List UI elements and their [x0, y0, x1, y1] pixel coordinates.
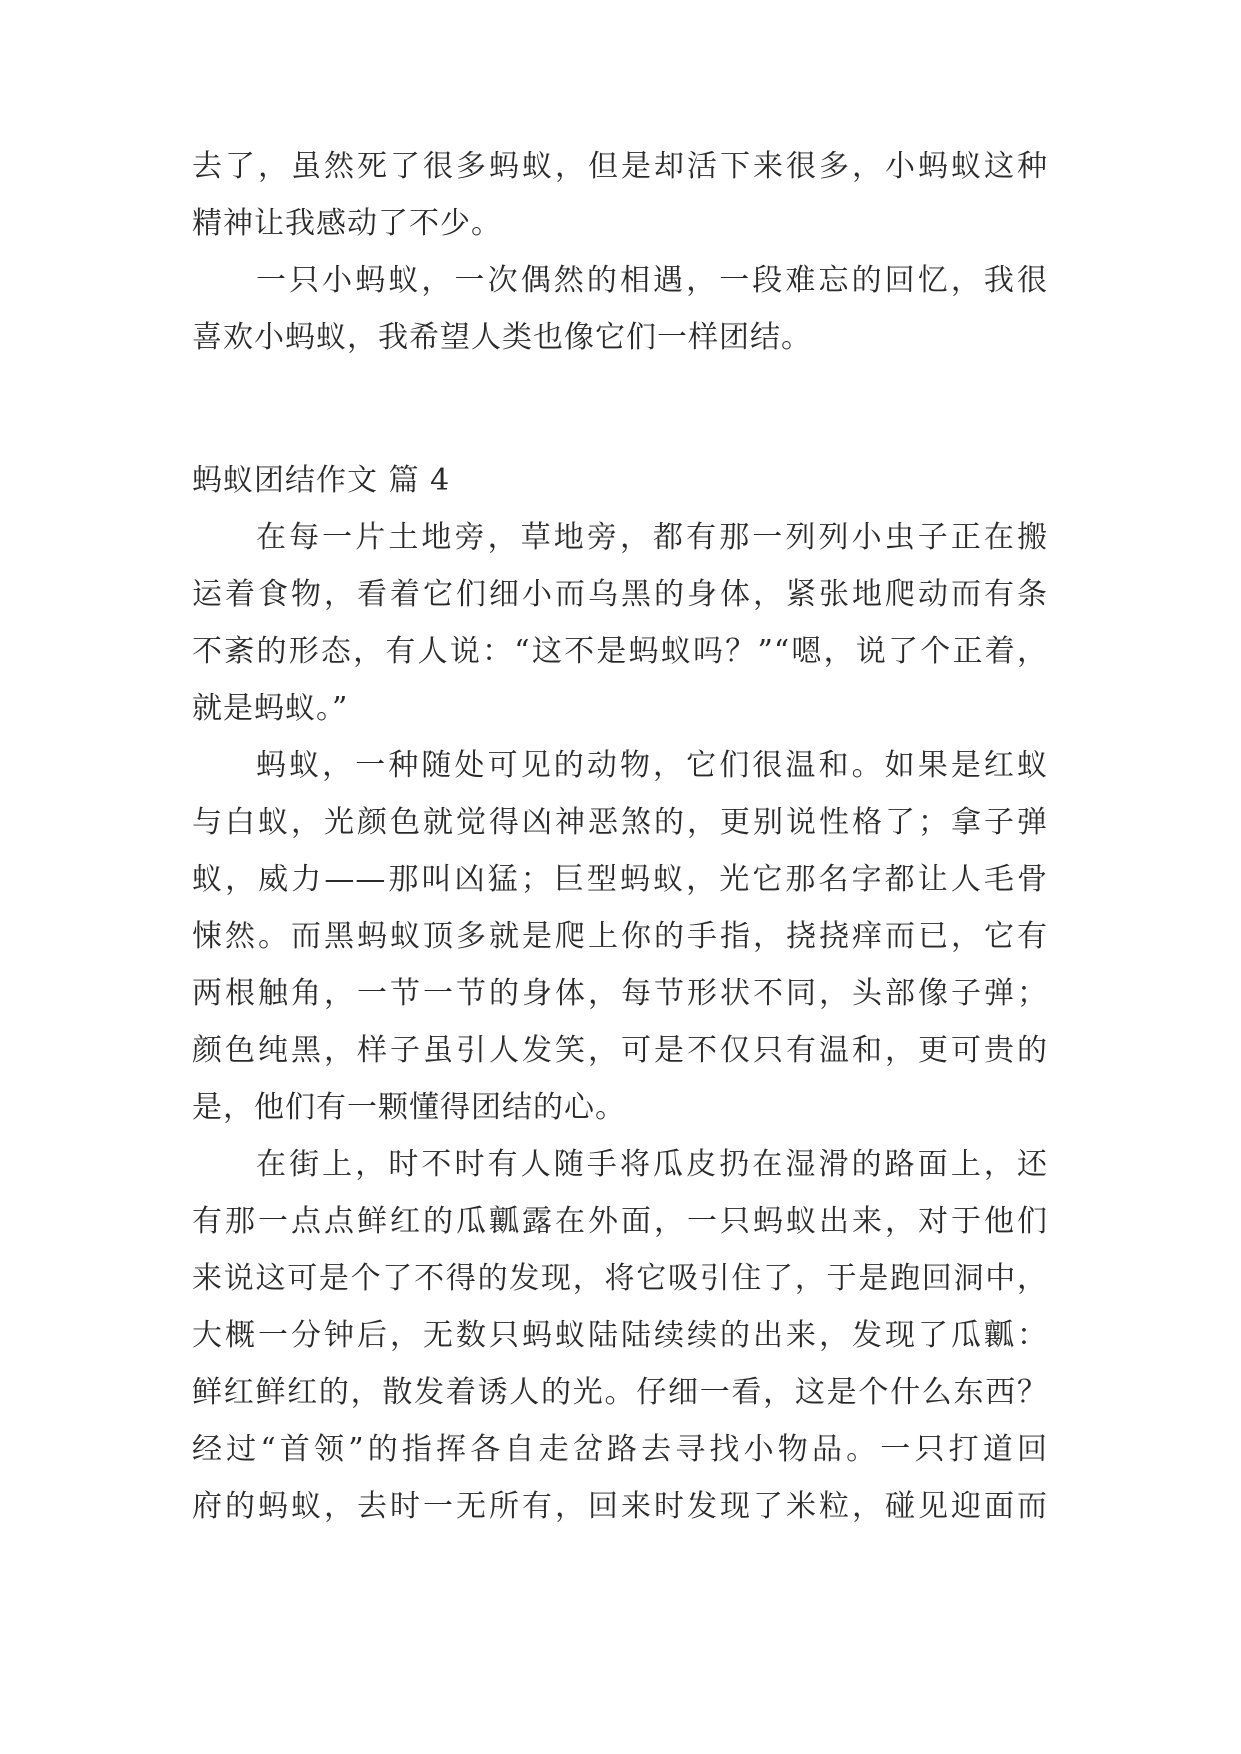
text-line: 蚂蚁，一种随处可见的动物，它们很温和。如果是红蚁	[256, 748, 1048, 783]
text-line: 是，他们有一颗懂得团结的心。	[192, 1090, 626, 1125]
text-line: 喜欢小蚂蚁，我希望人类也像它们一样团结。	[192, 320, 812, 355]
text-line: 蚁，威力——那叫凶猛；巨型蚂蚁，光它那名字都让人毛骨	[192, 862, 1048, 897]
text-line: 与白蚁，光颜色就觉得凶神恶煞的，更别说性格了；拿子弹	[192, 805, 1048, 840]
text-line: 精神让我感动了不少。	[192, 206, 502, 241]
section-heading: 蚂蚁团结作文 篇 4	[192, 463, 451, 498]
text-line: 在每一片土地旁，草地旁，都有那一列列小虫子正在搬	[256, 520, 1048, 555]
text-line: 经过“首领”的指挥各自走岔路去寻找小物品。一只打道回	[192, 1432, 1048, 1467]
text-line: 鲜红鲜红的，散发着诱人的光。仔细一看，这是个什么东西？	[192, 1375, 1048, 1410]
text-line: 一只小蚂蚁，一次偶然的相遇，一段难忘的回忆，我很	[256, 263, 1048, 298]
body-text-bottom	[192, 452, 1048, 1535]
text-line: 不紊的形态，有人说：“这不是蚂蚁吗？”“嗯，说了个正着，	[192, 634, 1048, 669]
text-line: 去了，虽然死了很多蚂蚁，但是却活下来很多，小蚂蚁这种	[192, 149, 1048, 184]
text-line: 在街上，时不时有人随手将瓜皮扔在湿滑的路面上，还	[256, 1147, 1048, 1182]
text-line: 有那一点点鲜红的瓜瓤露在外面，一只蚂蚁出来，对于他们	[192, 1204, 1048, 1239]
body-text-top	[192, 138, 1048, 366]
text-line: 来说这可是个了不得的发现，将它吸引住了，于是跑回洞中，	[192, 1261, 1048, 1296]
text-line: 就是蚂蚁。”	[192, 691, 349, 726]
text-line: 颜色纯黑，样子虽引人发笑，可是不仅只有温和，更可贵的	[192, 1033, 1048, 1068]
text-line: 大概一分钟后，无数只蚂蚁陆陆续续的出来，发现了瓜瓤：	[192, 1318, 1048, 1353]
text-line: 两根触角，一节一节的身体，每节形状不同，头部像子弹；	[192, 976, 1048, 1011]
text-line: 悚然。而黑蚂蚁顶多就是爬上你的手指，挠挠痒而已，它有	[192, 919, 1048, 954]
text-line: 府的蚂蚁，去时一无所有，回来时发现了米粒，碰见迎面而	[192, 1489, 1048, 1524]
text-line: 运着食物，看着它们细小而乌黑的身体，紧张地爬动而有条	[192, 577, 1048, 612]
